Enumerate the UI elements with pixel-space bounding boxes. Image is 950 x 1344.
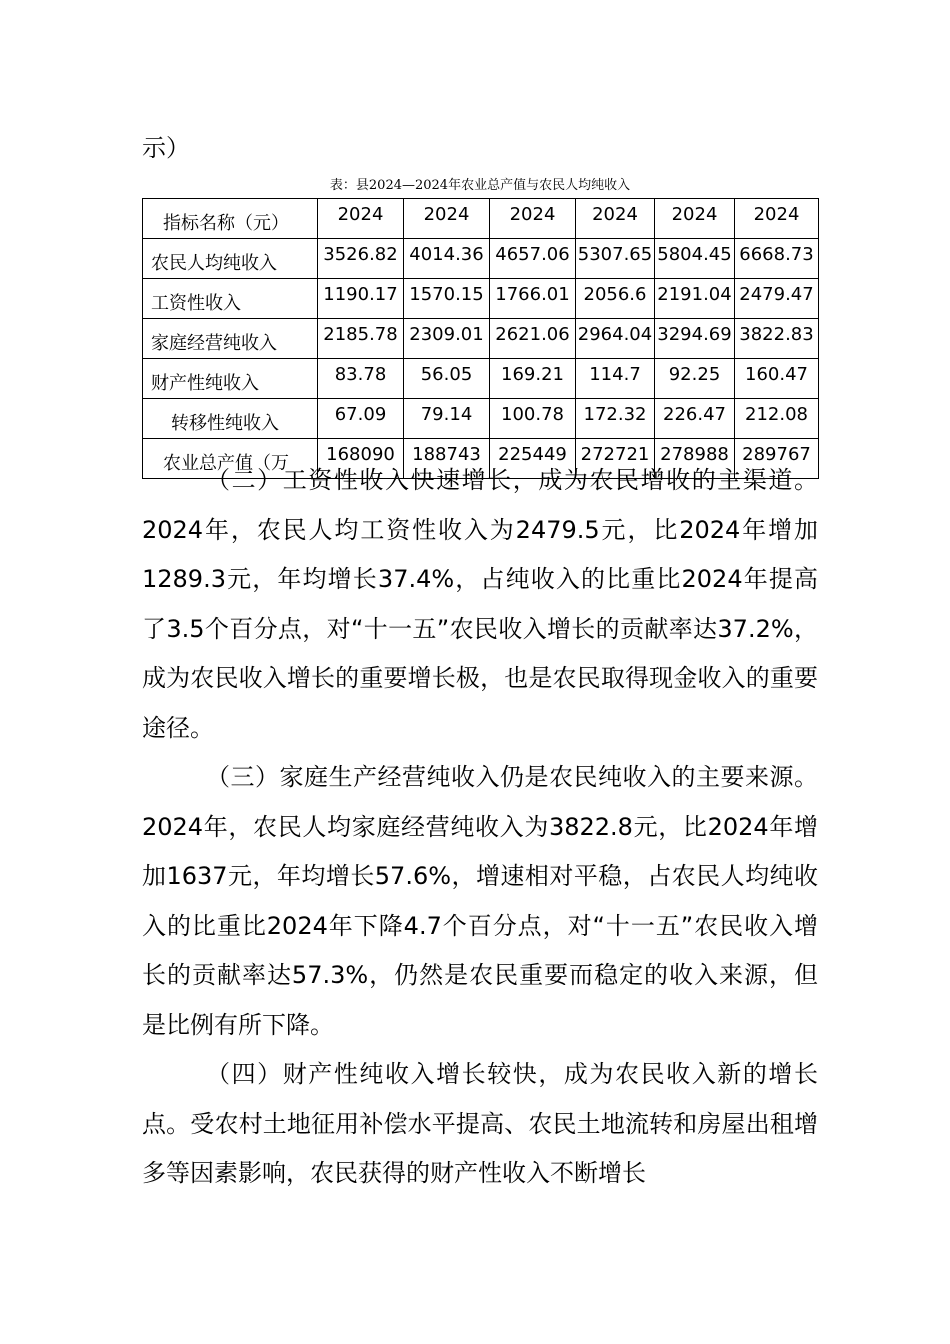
table-cell: 3822.83: [735, 319, 819, 359]
table-cell: 2309.01: [404, 319, 490, 359]
table-cell: 225449: [490, 439, 576, 479]
table-cell: 67.09: [318, 399, 404, 439]
paragraph-property-income: （四）财产性纯收入增长较快，成为农民收入新的增长点。受农村土地征用补偿水平提高、农民土地流转和房屋出租增多等因素影响，农民获得的财产性收入不断增长: [142, 1060, 818, 1187]
table-cell: 83.78: [318, 359, 404, 399]
table-cell: 5307.65: [576, 239, 655, 279]
document-body: [142, 456, 818, 1199]
income-table-container: [142, 198, 818, 479]
lead-text-fragment: 示）: [142, 134, 190, 162]
table-cell: 168090: [318, 439, 404, 479]
table-cell: 3526.82: [318, 239, 404, 279]
table-cell: 2964.04: [576, 319, 655, 359]
paragraph-wage-income: （二）工资性收入快速增长，成为农民增收的主渠道。2024年，农民人均工资性收入为2479.5元，比2024年增加1289.3元，年均增长37.4%，占纯收入的比重比2024年提高了3.5个百分点，对“十一五”农民收入增长的贡献率达37.2%，成为农民收入增长的重要增长极，也是农民取得现金收入的重要途径。: [142, 466, 818, 742]
table-cell: 2479.47: [735, 279, 819, 319]
table-cell: 4014.36: [404, 239, 490, 279]
table-cell: 3294.69: [655, 319, 735, 359]
table-row: [143, 319, 819, 359]
header-cell-year: 2024: [655, 199, 735, 239]
table-cell: 79.14: [404, 399, 490, 439]
table-cell: 289767: [735, 439, 819, 479]
header-cell-year: 2024: [735, 199, 819, 239]
table-cell: 272721: [576, 439, 655, 479]
row-label: 农业总产值（万: [143, 439, 318, 479]
table-header-row: [143, 199, 819, 239]
table-cell: 1766.01: [490, 279, 576, 319]
row-label: 工资性收入: [143, 279, 318, 319]
table-cell: 2185.78: [318, 319, 404, 359]
table-cell: 4657.06: [490, 239, 576, 279]
header-cell-year: 2024: [576, 199, 655, 239]
header-cell-indicator: 指标名称（元）: [143, 199, 318, 239]
table-row: [143, 399, 819, 439]
table-cell: 188743: [404, 439, 490, 479]
table-cell: 169.21: [490, 359, 576, 399]
table-cell: 226.47: [655, 399, 735, 439]
table-row: [143, 279, 819, 319]
header-cell-year: 2024: [404, 199, 490, 239]
table-cell: 92.25: [655, 359, 735, 399]
table-cell: 2056.6: [576, 279, 655, 319]
row-label: 农民人均纯收入: [143, 239, 318, 279]
table-cell: 2621.06: [490, 319, 576, 359]
row-label: 家庭经营纯收入: [143, 319, 318, 359]
income-table: [142, 198, 819, 479]
table-cell: 5804.45: [655, 239, 735, 279]
table-cell: 278988: [655, 439, 735, 479]
table-row: [143, 359, 819, 399]
header-cell-year: 2024: [318, 199, 404, 239]
table-cell: 114.7: [576, 359, 655, 399]
table-row: [143, 239, 819, 279]
table-cell: 2191.04: [655, 279, 735, 319]
table-caption: 表：县2024—2024年农业总产值与农民人均纯收入: [329, 178, 631, 193]
table-cell: 1190.17: [318, 279, 404, 319]
table-cell: 100.78: [490, 399, 576, 439]
table-cell: 6668.73: [735, 239, 819, 279]
row-label: 转移性纯收入: [143, 399, 318, 439]
table-cell: 212.08: [735, 399, 819, 439]
table-cell: 172.32: [576, 399, 655, 439]
table-cell: 1570.15: [404, 279, 490, 319]
table-cell: 160.47: [735, 359, 819, 399]
table-cell: 56.05: [404, 359, 490, 399]
row-label: 财产性纯收入: [143, 359, 318, 399]
header-cell-year: 2024: [490, 199, 576, 239]
paragraph-household-income: （三）家庭生产经营纯收入仍是农民纯收入的主要来源。2024年，农民人均家庭经营纯收入为3822.8元，比2024年增加1637元，年均增长57.6%，增速相对平稳，占农民人均纯收入的比重比2024年下降4.7个百分点，对“十一五”农民收入增长的贡献率达57.3%，仍然是农民重要而稳定的收入来源，但是比例有所下降。: [142, 763, 818, 1039]
